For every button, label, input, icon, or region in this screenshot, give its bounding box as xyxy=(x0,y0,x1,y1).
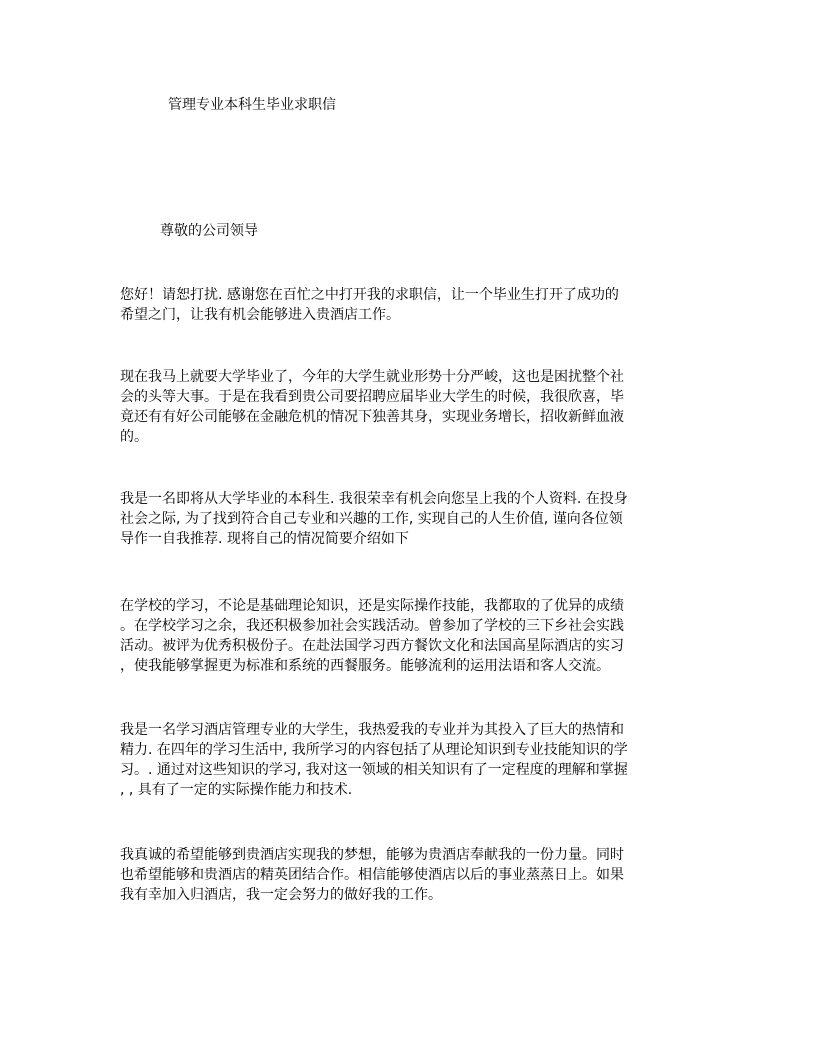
paragraph-line: 我是一名学习酒店管理专业的大学生，我热爱我的专业并为其投入了巨大的热情和 xyxy=(120,722,624,738)
paragraph-situation xyxy=(120,367,700,447)
paragraph-line: 的。 xyxy=(120,429,148,445)
paragraph-line: 也希望能够和贵酒店的精英团结合作。相信能够使酒店以后的事业蒸蒸日上。如果 xyxy=(120,867,624,883)
paragraph-line: 希望之门，让我有机会能够进入贵酒店工作。 xyxy=(120,307,400,323)
paragraph-line: 习。. 通过对这些知识的学习, 我对这一领域的相关知识有了一定程度的理解和掌握 xyxy=(120,762,628,778)
paragraph-line: 我是一名即将从大学毕业的本科生. 我很荣幸有机会向您呈上我的个人资料. 在投身 xyxy=(120,491,628,507)
paragraph-line: 现在我马上就要大学毕业了，今年的大学生就业形势十分严峻，这也是困扰整个社 xyxy=(120,369,624,385)
paragraph-line: 社会之际, 为了找到符合自己专业和兴趣的工作, 实现自己的人生价值, 谨向各位领 xyxy=(120,511,623,527)
paragraph-line: 精力. 在四年的学习生活中, 我所学习的内容包括了从理论知识到专业技能知识的学 xyxy=(120,742,628,758)
paragraph-line: 。在学校学习之余，我还积极参加社会实践活动。曾参加了学校的三下乡社会实践 xyxy=(120,618,624,634)
paragraph-line: 竟还有有好公司能够在金融危机的情况下独善其身，实现业务增长，招收新鲜血液 xyxy=(120,409,624,425)
paragraph-line: 会的头等大事。于是在我看到贵公司要招聘应届毕业大学生的时候，我很欣喜，毕 xyxy=(120,389,624,405)
salutation: 尊敬的公司领导 xyxy=(160,223,258,239)
paragraph-line: 在学校的学习，不论是基础理论知识，还是实际操作技能，我都取的了优异的成绩 xyxy=(120,598,624,614)
paragraph-line: 活动。被评为优秀积极份子。在赴法国学习西方餐饮文化和法国高星际酒店的实习 xyxy=(120,638,624,654)
paragraph-introduction xyxy=(120,489,700,549)
paragraph-line: 我真诚的希望能够到贵酒店实现我的梦想，能够为贵酒店奉献我的一份力量。同时 xyxy=(120,847,624,863)
paragraph-line: 您好！请恕打扰. 感谢您在百忙之中打开我的求职信，让一个毕业生打开了成功的 xyxy=(120,287,619,303)
paragraph-study xyxy=(120,596,700,676)
paragraph-greeting xyxy=(120,285,700,325)
document-title: 管理专业本科生毕业求职信 xyxy=(168,97,336,113)
paragraph-line: ，使我能够掌握更为标准和系统的西餐服务。能够流利的运用法语和客人交流。 xyxy=(120,658,610,674)
paragraph-line: 我有幸加入归酒店，我一定会努力的做好我的工作。 xyxy=(120,887,442,903)
paragraph-major xyxy=(120,720,700,800)
paragraph-line: 导作一自我推荐. 现将自己的情况简要介绍如下 xyxy=(120,531,409,547)
paragraph-line: , , 具有了一定的实际操作能力和技术. xyxy=(120,782,353,798)
paragraph-closing xyxy=(120,845,700,905)
